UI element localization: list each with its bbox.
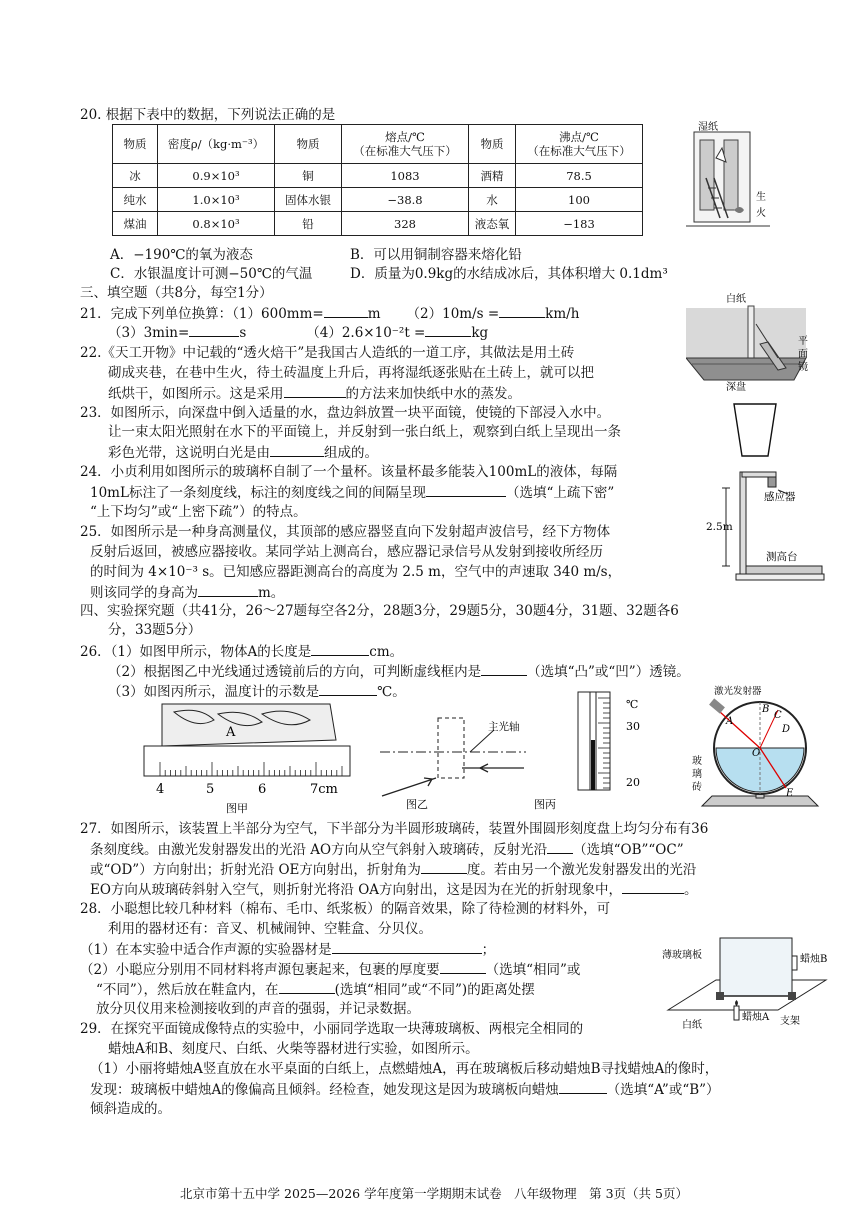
q20-option-d: D．质量为0.9kg的水结成冰后，其体积增大 0.1dm³ xyxy=(350,266,668,282)
table-cell: 78.5 xyxy=(516,164,643,188)
header-cell: 熔点/℃ （在标准大气压下） xyxy=(342,125,469,164)
q21-line2: （3）3min= s （4）2.6×10⁻²t = kg xyxy=(108,325,489,341)
header-cell: 物质 xyxy=(275,125,342,164)
q25-line4: 则该同学的身高为 m。 xyxy=(90,585,285,601)
thermometer-unit: ℃ xyxy=(626,698,639,711)
header-cell: 物质 xyxy=(469,125,516,164)
q27-line2: 条刻度线。由激光发射器发出的光沿 AO方向从空气斜射入玻璃砖，反射光沿 （选填“OB”“OC” xyxy=(90,842,684,858)
table-cell: 固体水银 xyxy=(275,188,342,212)
q27-line1: 27．如图所示，该装置上半部分为空气，下半部分为半圆形玻璃砖，装置外围圆形刻度盘上均匀分布有36 xyxy=(80,821,709,837)
answer-blank[interactable] xyxy=(440,960,486,974)
measuring-cup-figure xyxy=(730,400,780,460)
table-row xyxy=(113,164,643,188)
fig-label: 湿纸 xyxy=(698,122,718,133)
answer-blank[interactable] xyxy=(279,980,335,994)
q28-line2: 利用的器材还有：音叉、机械闹钟、空鞋盒、分贝仪。 xyxy=(108,921,432,937)
ruler-tick-label: 4 xyxy=(156,782,165,797)
table-cell: 1083 xyxy=(342,164,469,188)
table-cell: 328 xyxy=(342,212,469,236)
fig-label: 火 xyxy=(756,208,766,219)
q20-stem: 20. 根据下表中的数据，下列说法正确的是 xyxy=(80,107,336,123)
thermometer-tick-label: 30 xyxy=(626,720,640,733)
table-cell: 铜 xyxy=(275,164,342,188)
fig-label: 生 xyxy=(756,192,766,203)
q28-line3: （1）在本实验中适合作声源的实验器材是 ； xyxy=(80,942,496,958)
section-3-heading: 三、填空题（共8分，每空1分） xyxy=(80,285,273,301)
fig-label: 感应器 xyxy=(764,491,796,503)
fig-label: 蜡烛A xyxy=(742,1012,770,1023)
q25-line3: 的时间为 4×10⁻³ s。已知感应器距测高台的高度为 2.5 m，空气中的声速取 340 m/s， xyxy=(90,564,622,580)
thermometer-figure xyxy=(530,690,650,812)
table-header-row xyxy=(113,125,643,164)
answer-blank[interactable] xyxy=(284,384,346,398)
table-cell: 0.9×10³ xyxy=(158,164,275,188)
q20-table xyxy=(112,124,643,236)
answer-blank[interactable] xyxy=(622,880,684,894)
answer-blank[interactable] xyxy=(481,662,527,676)
q24-line1: 24．小贞利用如图所示的玻璃杯自制了一个量杯。该量杯最多能装入100mL的液体，每隔 xyxy=(80,464,618,480)
fig-label: 镜 xyxy=(798,362,808,373)
q20-option-c: C．水银温度计可测−50℃的气温 xyxy=(110,266,313,282)
laser-protractor-figure xyxy=(690,684,830,814)
figure-caption: 图丙 xyxy=(534,798,556,811)
table-cell: 铅 xyxy=(275,212,342,236)
ruler-tick-label: 7cm xyxy=(310,782,338,797)
q23-line2: 让一束太阳光照射在水下的平面镜上，并反射到一张白纸上，观察到白纸上呈现出一条 xyxy=(108,424,621,440)
q21-line1: 21．完成下列单位换算：（1）600mm= m （2）10m/s = km/h xyxy=(80,306,580,322)
answer-blank[interactable] xyxy=(547,840,573,854)
figure-caption: 图乙 xyxy=(406,798,428,811)
q29-line2: 蜡烛A和B、刻度尺、白纸、火柴等器材进行实验，如图所示。 xyxy=(108,1041,479,1057)
main-axis-label: 主光轴 xyxy=(488,721,520,733)
answer-blank[interactable] xyxy=(198,583,258,597)
table-cell: 冰 xyxy=(113,164,158,188)
table-cell: 0.8×10³ xyxy=(158,212,275,236)
mirror-dish-figure xyxy=(686,288,812,392)
q22-line3: 纸烘干，如图所示。这是采用 的方法来加快纸中水的蒸发。 xyxy=(108,386,521,402)
fig-label: 砖 xyxy=(692,782,702,793)
fig-label: 支架 xyxy=(780,1016,800,1027)
table-cell: 纯水 xyxy=(113,188,158,212)
fig-label: 深盘 xyxy=(726,382,746,392)
q29-line1: 29．在探究平面镜成像特点的实验中，小丽同学选取一块薄玻璃板、两根完全相同的 xyxy=(80,1021,584,1037)
q26-line3: （3）如图丙所示，温度计的示数是 ℃。 xyxy=(108,684,406,700)
table-cell: 酒精 xyxy=(469,164,516,188)
plane-mirror-figure xyxy=(662,926,830,1038)
fig-label: 激光发射器 xyxy=(714,686,762,697)
q23-line3: 彩色光带，这说明白光是由 组成的。 xyxy=(108,445,378,461)
q26-line1: 26．（1）如图甲所示，物体A的长度是 cm。 xyxy=(80,644,404,660)
q23-line1: 23．如图所示，向深盘中倒入适量的水，盘边斜放置一块平面镜，使镜的下部浸入水中。 xyxy=(80,405,611,421)
ruler-tick-label: 5 xyxy=(206,782,215,797)
table-row xyxy=(113,212,643,236)
q28-line4: （2）小聪应分别用不同材料将声源包裹起来，包裹的厚度要 （选填“相同”或 xyxy=(80,962,581,978)
fig-label: 蜡烛B xyxy=(800,954,828,965)
fig-label: 玻 xyxy=(692,756,702,767)
answer-blank[interactable] xyxy=(559,1080,607,1094)
answer-blank[interactable] xyxy=(421,860,467,874)
lens-figure xyxy=(376,712,548,812)
fig-label: 面 xyxy=(798,349,808,360)
table-cell: 1.0×10³ xyxy=(158,188,275,212)
q27-line3: 或“OD”）方向射出；折射光沿 OE方向射出，折射角为 度。若由另一个激光发射器发出的光沿 xyxy=(90,862,697,878)
fig-label: 白纸 xyxy=(726,294,746,305)
fig-label: B xyxy=(762,704,770,715)
q28-line5: “不同”），然后放在鞋盒内，在 (选填“相同”或“不同”)的距离处摆 xyxy=(96,982,535,998)
answer-blank[interactable] xyxy=(311,642,369,656)
answer-blank[interactable] xyxy=(332,940,482,954)
fig-label: 平 xyxy=(798,336,808,347)
q25-line2: 反射后返回，被感应器接收。某同学站上测高台，感应器记录信号从发射到接收所经历 xyxy=(90,544,603,560)
q29-line3: （1）小丽将蜡烛A竖直放在水平桌面的白纸上，点燃蜡烛A，再在玻璃板后移动蜡烛B寻找蜡烛A的像时， xyxy=(90,1061,719,1077)
fig-label: E xyxy=(786,788,794,799)
height-meter-figure xyxy=(706,468,826,586)
fig-label: 白纸 xyxy=(682,1020,702,1031)
q26-line2: （2）根据图乙中光线通过透镜前后的方向，可判断虚线框内是 （选填“凸”或“凹”）透镜。 xyxy=(108,664,690,680)
table-cell: 液态氧 xyxy=(469,212,516,236)
q22-line1: 22.《天工开物》中记载的“透火焙干”是我国古人造纸的一道工序，其做法是用土砖 xyxy=(80,345,575,361)
paper-drying-figure xyxy=(686,118,770,238)
header-cell: 沸点/℃ （在标准大气压下） xyxy=(516,125,643,164)
fig-label: 璃 xyxy=(692,769,702,780)
fig-label: 2.5m xyxy=(706,521,733,533)
section-4-heading: 四、实验探究题（共41分，26～27题每空各2分，28题3分，29题5分，30题4分，31题、32题各6 xyxy=(80,603,679,619)
q20-option-a: A．−190℃的氧为液态 xyxy=(110,247,253,263)
q22-line2: 砌成夹巷，在巷中生火，待土砖温度上升后，再将湿纸逐张贴在土砖上，就可以把 xyxy=(108,365,594,381)
object-a-label: A xyxy=(226,725,236,740)
q24-line3: “上下均匀”或“上密下疏”）的特点。 xyxy=(90,504,307,520)
q29-line5: 倾斜造成的。 xyxy=(90,1101,171,1117)
q20-option-b: B．可以用铜制容器来熔化铅 xyxy=(350,247,522,263)
fig-label: C xyxy=(774,710,782,721)
q24-line2: 10mL标注了一条刻度线，标注的刻度线之间的间隔呈现 （选填“上疏下密” xyxy=(90,485,615,501)
q29-line4: 发现：玻璃板中蜡烛A的像偏高且倾斜。经检查，她发现这是因为玻璃板向蜡烛 （选填“A”或“B”） xyxy=(90,1082,720,1098)
fig-label: D xyxy=(782,724,791,735)
answer-blank[interactable] xyxy=(499,304,545,318)
answer-blank[interactable] xyxy=(426,483,506,497)
q28-line6: 放分贝仪用来检测接收到的声音的强弱，并记录数据。 xyxy=(96,1001,420,1017)
header-cell: 密度ρ/（kg·m⁻³） xyxy=(158,125,275,164)
header-cell: 物质 xyxy=(113,125,158,164)
ruler-tick-label: 6 xyxy=(258,782,267,797)
answer-blank[interactable] xyxy=(425,323,471,337)
fig-label: A xyxy=(726,716,734,727)
fig-label: O xyxy=(752,748,761,759)
answer-blank[interactable] xyxy=(319,682,377,696)
answer-blank[interactable] xyxy=(324,304,368,318)
fig-label: 薄玻璃板 xyxy=(662,950,702,961)
q25-line1: 25．如图所示是一种身高测量仪，其顶部的感应器竖直向下发射超声波信号，经下方物体 xyxy=(80,524,611,540)
figure-caption: 图甲 xyxy=(226,802,248,815)
answer-blank[interactable] xyxy=(189,323,239,337)
table-row xyxy=(113,188,643,212)
q28-line1: 28．小聪想比较几种材料（棉布、毛巾、纸浆板）的隔音效果，除了待检测的材料外，可 xyxy=(80,901,611,917)
table-cell: −183 xyxy=(516,212,643,236)
table-cell: 水 xyxy=(469,188,516,212)
q27-line4: EO方向从玻璃砖斜射入空气，则折射光将沿 OA方向射出，这是因为在光的折射现象中， 。 xyxy=(90,882,698,898)
answer-blank[interactable] xyxy=(270,443,324,457)
section-4-heading-cont: 分，33题5分） xyxy=(108,622,202,638)
table-cell: 100 xyxy=(516,188,643,212)
ruler-figure xyxy=(140,700,352,816)
thermometer-tick-label: 20 xyxy=(626,776,640,789)
table-cell: 煤油 xyxy=(113,212,158,236)
table-cell: −38.8 xyxy=(342,188,469,212)
fig-label: 测高台 xyxy=(766,551,798,563)
page-footer: 北京市第十五中学 2025—2026 学年度第一学期期末试卷 八年级物理 第 3页（共 5页） xyxy=(180,1186,688,1201)
